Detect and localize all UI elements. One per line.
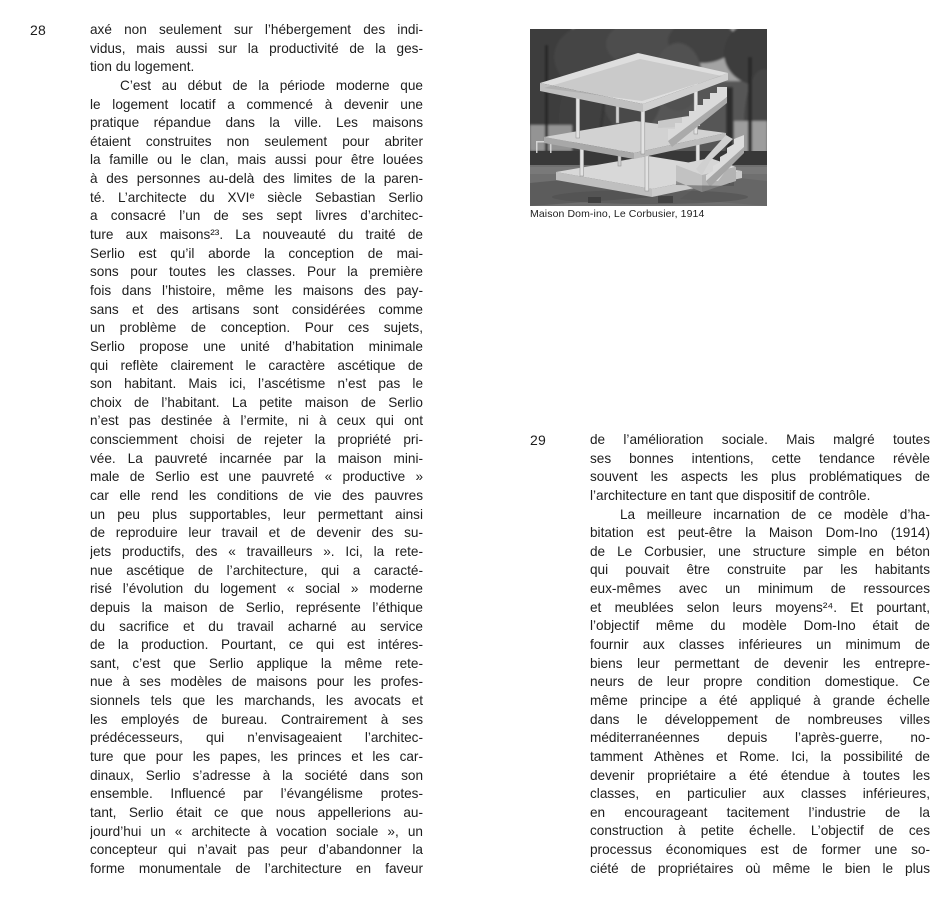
text-line: sans et des artisans sont considérées comme [90,301,423,317]
text-line: sons pour toutes les classes. Pour la première [90,264,423,280]
text-line: vée. La pauvreté incarnée par la maison mini- [90,450,423,466]
maison-dom-ino-photo [530,29,767,206]
text-line: C’est au début de la période moderne que [120,77,423,93]
text-line: fois dans l’histoire, même les maisons des pay- [90,282,423,298]
text-line: axé non seulement sur l’hébergement des indi- [90,22,423,37]
text-line: de la production. Pourtant, ce qui est intéres- [90,637,423,653]
text-line: même principe a été appliqué à grande échelle [590,692,930,708]
text-line: et meublées selon leurs moyens²⁴. Et pourtant, [590,599,930,615]
text-line: ture aux maisons²³. La nouveauté du traité de [90,227,423,243]
text-line: méditerranéennes depuis l’après-guerre, no- [590,730,930,746]
text-line: nue ascétique de l’architecture, qui a caracté- [90,562,423,578]
text-line: fournir aux classes inférieures un minimum de [590,637,930,653]
text-line: choix de l’habitant. La petite maison de Serlio [90,394,423,410]
text-line: sionnels tels que les marchands, les avocats et [90,693,423,709]
page-number-right: 29 [530,432,546,448]
text-line: neurs de leur propre condition domestique. Ce [590,674,930,690]
figure-maison-dom-ino [530,29,767,221]
text-line: sant, c’est que Serlio applique la même rete- [90,655,423,671]
text-line: qui pouvait être construite par les habitants [590,562,930,578]
text-line: pratique répandue dans la ville. Les maisons [90,115,423,131]
text-line: a consacré l’un de ses sept livres d’architec- [90,208,423,224]
text-line: forme monumentale de l’architecture en faveur [90,860,423,876]
text-line: son habitant. Mais ici, l’ascétisme n’est pas le [90,376,423,392]
text-line: souvent les aspects les plus problématiques de [590,469,930,485]
page-number-left: 28 [30,22,46,38]
text-line: l’architecture en tant que dispositif de contrôle. [590,487,871,503]
text-line: dinaux, Serlio s’adresse à la société dans son [90,767,423,783]
text-line: de reproduire leur travail et de devenir des su- [90,525,423,541]
text-line: té. L’architecte du XVIᵉ siècle Sebastian Serlio [90,189,423,205]
text-line: un peu plus supportables, leur permettant ainsi [90,506,423,522]
text-line: risé l’évolution du logement « social » moderne [90,581,423,597]
text-line: processus économiques est de former une so- [590,842,930,858]
text-line: Serlio est qu’il aborde la conception de mai- [90,245,423,261]
text-line: biens leur permettant de devenir les entrepre- [590,655,930,671]
text-line: ensemble. Influencé par l’évangélisme protes- [90,786,423,802]
text-line: vidus, mais aussi sur la productivité de la ges- [90,40,423,56]
text-line: tamment Athènes et Rome. Ici, la possibilité de [590,748,930,764]
text-line: qui reflète clairement le caractère ascétique de [90,357,423,373]
text-line: étaient construites non seulement pour abriter [90,133,423,149]
text-line: du sacrifice et du travail acharné au service [90,618,423,634]
text-line: ses bonnes intentions, cette tendance révèle [590,450,930,466]
text-line: bitation est peut-être la Maison Dom-Ino (1914) [590,525,930,541]
right-text-column [590,431,930,878]
text-line: en encourageant tacitement l’industrie de la [590,804,930,820]
text-line: consciemment choisi de rejeter la propriété pri- [90,432,423,448]
text-line: de l’amélioration sociale. Mais malgré toutes [590,432,930,447]
text-line: concepteur qui n’avait pas peur d’abandonner la [90,842,423,858]
text-line: le logement locatif a commencé à devenir une [90,96,423,112]
text-line: jourd’hui un « architecte à vocation sociale », un [90,823,423,839]
text-line: la famille ou le clan, mais aussi pour être louées [90,152,423,168]
text-line: nue à ses modèles de maisons pour les profes- [90,674,423,690]
left-text-column [90,21,423,878]
text-line: ture que pour les papes, les princes et les car- [90,748,423,764]
text-line: les employés de bureau. Contrairement à ses [90,711,423,727]
text-line: prédécesseurs, qui n’envisageaient l’architec- [90,730,423,746]
text-line: classes, en particulier aux classes inférieures, [590,786,930,802]
text-line: depuis la maison de Serlio, représente l’éthique [90,599,423,615]
text-line: ciété de propriétaires où même le bien le plus [590,860,930,876]
text-line: Serlio propose une unité d’habitation minimale [90,338,423,354]
text-line: eux-mêmes avec un minimum de ressources [590,581,930,597]
text-line: jets productifs, des « travailleurs ». Ici, la rete- [90,543,423,559]
text-line: un problème de conception. Pour ces sujets, [90,320,423,336]
text-line: dans le développement de nombreuses villes [590,711,930,727]
text-line: car elle rend les conditions de vie des pauvres [90,488,423,504]
figure-caption: Maison Dom-ino, Le Corbusier, 1914 [530,208,705,220]
text-line: tant, Serlio était ce que nous appellerions au- [90,804,423,820]
text-line: de Le Corbusier, une structure simple en béton [590,543,930,559]
text-line: male de Serlio est une pauvreté « productive » [90,469,423,485]
text-line: La meilleure incarnation de ce modèle d’ha- [620,506,930,522]
text-line: à des personnes au-delà des limites de la paren- [90,171,423,187]
text-line: construction à petite échelle. L’objectif de ces [590,823,930,839]
text-line: devenir propriétaire a été étendue à toutes les [590,767,930,783]
text-line: tion du logement. [90,59,195,75]
text-line: n’est pas destinée à l’ermite, ni à ceux qui ont [90,413,423,429]
text-line: l’objectif même du modèle Dom-Ino était de [590,618,930,634]
